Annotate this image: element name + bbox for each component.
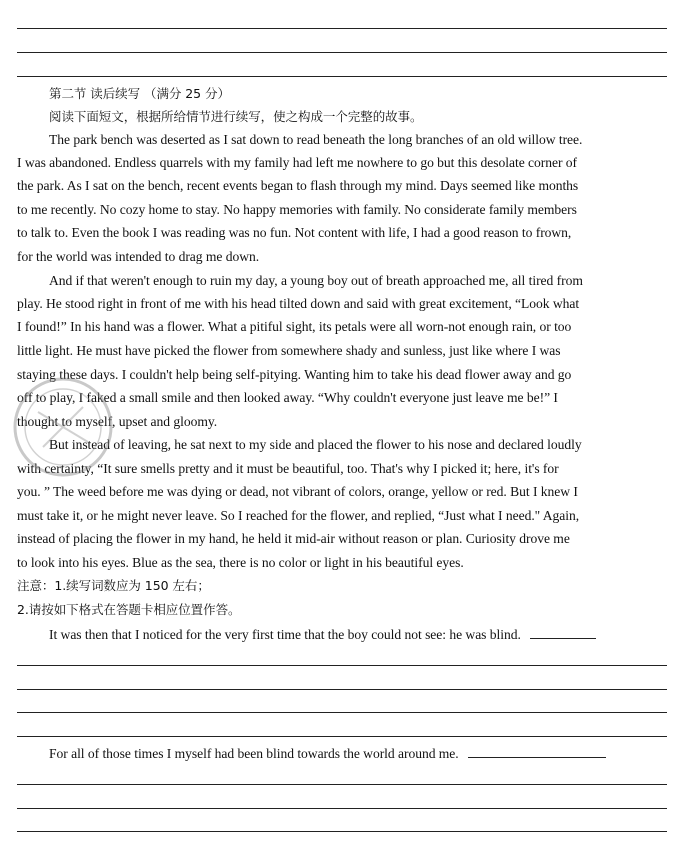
note-format: 2.请按如下格式在答题卡相应位置作答。 xyxy=(17,602,241,617)
passage-line: And if that weren't enough to ruin my day, a young boy out of breath approached me, all tired from xyxy=(49,273,583,288)
answer-line xyxy=(17,76,667,77)
paragraph2-start xyxy=(49,744,669,763)
paragraph1-start xyxy=(49,625,669,644)
paragraph2-start-text: For all of those times I myself had been blind towards the world around me. xyxy=(49,746,459,761)
passage-line: I was abandoned. Endless quarrels with my family had left me nowhere to go but this desolate corner of xyxy=(17,155,578,170)
passage-line: you. ” The weed before me was dying or dead, not vibrant of colors, orange, yellow or red. But I knew I xyxy=(17,484,578,499)
passage-line: to talk to. Even the book I was reading was no fun. Not content with life, I had a good reason to frown, xyxy=(17,225,572,240)
note-word-count: 注意：1.续写词数应为 150 左右； xyxy=(17,578,210,593)
answer-line[interactable] xyxy=(17,689,667,690)
passage-line: off to play, I faked a small smile and then looked away. “Why couldn't everyone just leave me be!” I xyxy=(17,390,558,405)
section-title: 第二节 读后续写 （满分 25 分） xyxy=(49,86,230,101)
passage-line: to me recently. No cozy home to stay. No happy memories with family. No considerate family members xyxy=(17,202,577,217)
answer-line xyxy=(17,52,667,53)
answer-blank[interactable] xyxy=(468,744,606,758)
passage-line: to look into his eyes. Blue as the sea, there is no color or light in his beautiful eyes. xyxy=(17,555,464,570)
answer-line[interactable] xyxy=(17,808,667,809)
passage-line: must take it, or he might never leave. So I reached for the flower, and replied, “Just what I need." Again, xyxy=(17,508,580,523)
passage-line: play. He stood right in front of me with his head tilted down and said with great excitement, “Look what xyxy=(17,296,580,311)
answer-line[interactable] xyxy=(17,665,667,666)
passage-line: The park bench was deserted as I sat down to read beneath the long branches of an old willow tree. xyxy=(49,132,583,147)
passage-line: little light. He must have picked the flower from somewhere shady and sunless, just like where I was xyxy=(17,343,561,358)
answer-line[interactable] xyxy=(17,784,667,785)
passage-line: for the world was intended to drag me down. xyxy=(17,249,260,264)
instruction-text: 阅读下面短文，根据所给情节进行续写，使之构成一个完整的故事。 xyxy=(49,109,423,124)
answer-blank[interactable] xyxy=(530,625,596,639)
paragraph1-start-text: It was then that I noticed for the very first time that the boy could not see: he was blind. xyxy=(49,627,521,642)
passage-line: I found!” In his hand was a flower. What a pitiful sight, its petals were all worn-not enough rain, or too xyxy=(17,319,572,334)
passage-line: thought to myself, upset and gloomy. xyxy=(17,414,218,429)
answer-line[interactable] xyxy=(17,831,667,832)
passage-line: with certainty, “It sure smells pretty and it must be beautiful, too. That's why I picked it; here, it's for xyxy=(17,461,559,476)
passage-line: staying these days. I couldn't help being self-pitying. Wanting him to take his dead flower away and go xyxy=(17,367,572,382)
answer-line xyxy=(17,28,667,29)
passage-line: But instead of leaving, he sat next to my side and placed the flower to his nose and declared loudly xyxy=(49,437,582,452)
answer-line[interactable] xyxy=(17,736,667,737)
passage-line: the park. As I sat on the bench, recent events began to flash through my mind. Days seemed like months xyxy=(17,178,579,193)
answer-line[interactable] xyxy=(17,712,667,713)
passage-line: instead of placing the flower in my hand, he held it mid-air without reason or plan. Curiosity drove me xyxy=(17,531,570,546)
